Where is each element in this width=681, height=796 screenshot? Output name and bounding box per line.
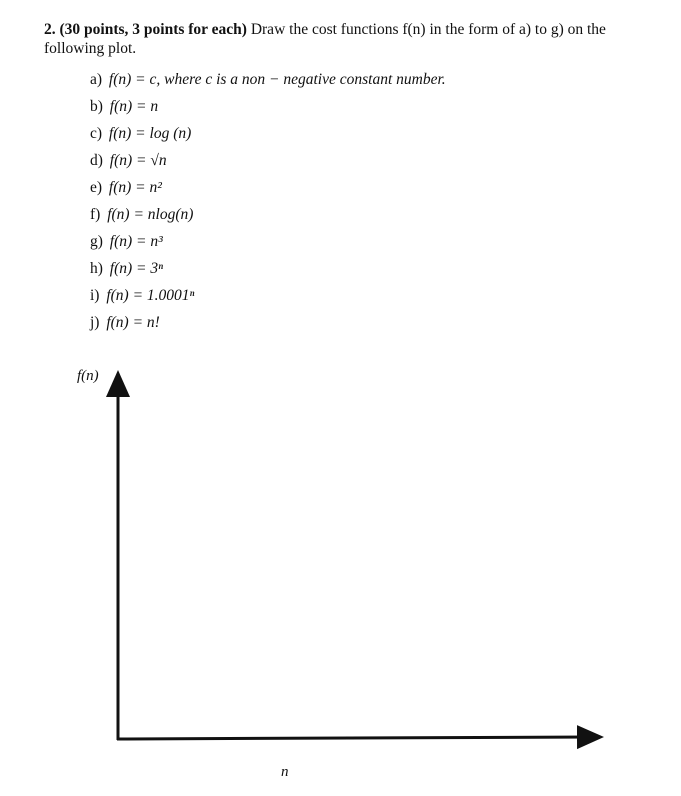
item-label: i) (90, 287, 100, 304)
item-label: j) (90, 314, 100, 331)
item-expression: f(n) = 1.0001ⁿ (106, 287, 195, 304)
item-expression: f(n) = c, where c is a non − negative constant number. (108, 71, 446, 88)
item-label: d) (90, 152, 103, 169)
x-axis-label: n (281, 764, 289, 780)
item-label: g) (90, 233, 103, 250)
x-axis (117, 737, 592, 739)
item-expression: f(n) = √n (109, 152, 167, 169)
item-label: h) (90, 260, 103, 277)
item-expression: f(n) = n (109, 98, 159, 115)
item-expression: f(n) = n³ (109, 233, 163, 250)
question-points: (30 points, 3 points for each) (59, 21, 247, 38)
item-label: f) (90, 206, 101, 223)
item-label: a) (90, 71, 103, 88)
item-expression: f(n) = nlog(n) (107, 206, 194, 223)
y-axis-label: f(n) (77, 368, 99, 384)
item-expression: f(n) = 3ⁿ (109, 260, 164, 277)
item-expression: f(n) = n² (108, 179, 162, 196)
item-label: b) (90, 98, 103, 115)
item-label: e) (90, 179, 103, 196)
question-instruction: Draw the cost functions f(n) in the form of a) to g) on the following plot. (44, 21, 606, 57)
item-expression: f(n) = log (n) (108, 125, 192, 142)
item-expression: f(n) = n! (106, 314, 160, 331)
question-number: 2. (44, 21, 56, 38)
item-label: c) (90, 125, 103, 142)
